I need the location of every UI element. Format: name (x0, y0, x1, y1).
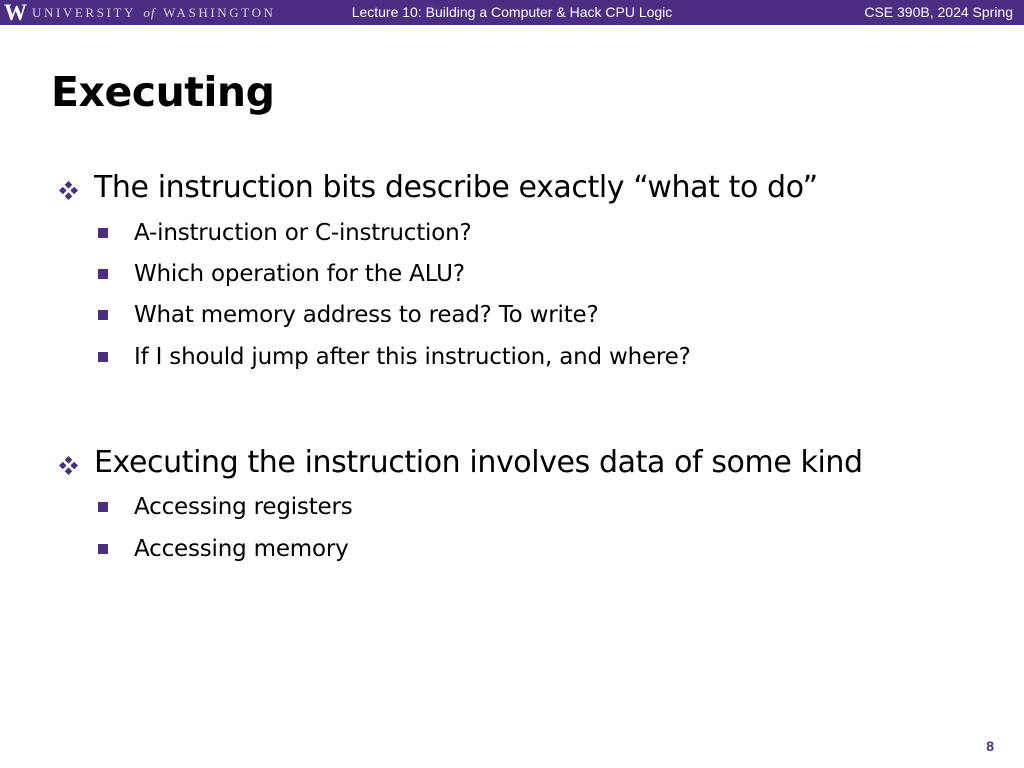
slide-title: Executing (51, 68, 275, 116)
square-icon (98, 352, 108, 362)
sub-bullet-text: If I should jump after this instruction, and where? (134, 344, 691, 370)
course-term: CSE 390B, 2024 Spring (864, 4, 1013, 20)
square-icon (98, 310, 108, 320)
wordmark-university: UNIVERSITY (32, 5, 136, 20)
sub-bullet-text: Accessing registers (134, 494, 353, 520)
page-number: 8 (986, 738, 994, 754)
wordmark-washington: WASHINGTON (163, 5, 276, 20)
sub-bullet-text: Accessing memory (134, 536, 349, 562)
sub-bullet-text: A-instruction or C-instruction? (134, 220, 472, 246)
sub-bullet-text: What memory address to read? To write? (134, 302, 599, 328)
uw-w-logo-icon: W (4, 0, 26, 25)
square-icon (98, 502, 108, 512)
four-diamond-icon (59, 456, 78, 475)
bullet-text: The instruction bits describe exactly “what to do” (94, 170, 818, 205)
four-diamond-icon (59, 181, 78, 200)
square-icon (98, 228, 108, 238)
sub-bullet-text: Which operation for the ALU? (134, 261, 465, 287)
wordmark-of: of (143, 5, 156, 20)
square-icon (98, 269, 108, 279)
lecture-title: Lecture 10: Building a Computer & Hack CPU Logic (351, 4, 673, 20)
bullet-text: Executing the instruction involves data of some kind (94, 445, 863, 480)
square-icon (98, 544, 108, 554)
